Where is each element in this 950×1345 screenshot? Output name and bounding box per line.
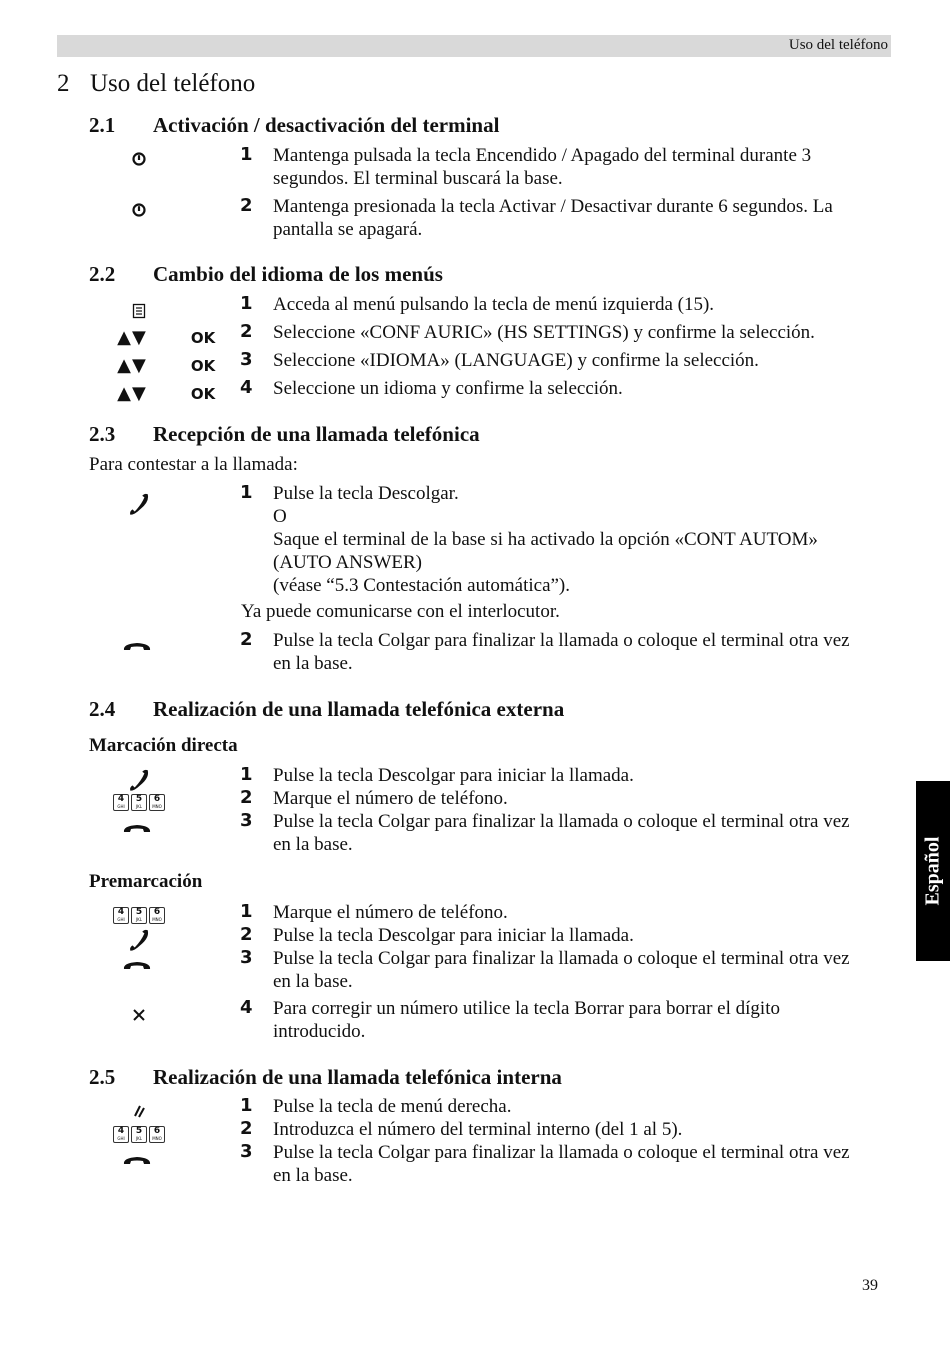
step-text: en la base. bbox=[273, 1165, 353, 1186]
step-number: 4 bbox=[240, 377, 253, 398]
step-item bbox=[240, 1141, 890, 1187]
on-hook-key-icon bbox=[122, 1153, 152, 1167]
step-text: Marque el número de teléfono. bbox=[273, 788, 508, 809]
step-number: 2 bbox=[240, 924, 253, 945]
step-number: 3 bbox=[240, 810, 253, 831]
step-number: 2 bbox=[240, 629, 253, 650]
page-number: 39 bbox=[862, 1277, 878, 1294]
step-text: Introduzca el número del terminal interno (del 1 al 5). bbox=[273, 1119, 683, 1140]
running-header bbox=[57, 35, 891, 57]
step-text: Pulse la tecla Colgar para finalizar la llamada o coloque el terminal otra vez bbox=[273, 811, 850, 832]
section-number: 2.1 bbox=[89, 113, 116, 137]
step-item bbox=[240, 377, 890, 400]
section-title: Cambio del idioma de los menús bbox=[153, 262, 443, 286]
section-title: Realización de una llamada telefónica interna bbox=[153, 1065, 562, 1089]
off-hook-key-icon bbox=[126, 928, 152, 954]
section-number: 2.4 bbox=[89, 697, 116, 721]
subsection-title: Marcación directa bbox=[89, 735, 238, 756]
power-key-icon bbox=[131, 151, 147, 167]
step-item bbox=[240, 997, 890, 1043]
step-number: 2 bbox=[240, 1118, 253, 1139]
note-text: Ya puede comunicarse con el interlocutor. bbox=[241, 601, 560, 622]
ok-key-icon: OK bbox=[190, 385, 216, 403]
language-tab bbox=[916, 781, 950, 961]
step-number: 1 bbox=[240, 901, 253, 922]
navigation-arrows-icon: ▲▼ bbox=[117, 354, 147, 376]
step-text: Pulse la tecla Descolgar. bbox=[273, 483, 459, 504]
step-number: 3 bbox=[240, 1141, 253, 1162]
step-text: (AUTO ANSWER) bbox=[273, 552, 423, 573]
step-item bbox=[240, 810, 890, 856]
navigation-arrows-icon: ▲▼ bbox=[117, 382, 147, 404]
step-item bbox=[240, 924, 890, 947]
power-key-icon bbox=[131, 202, 147, 218]
step-text: introducido. bbox=[273, 1021, 366, 1042]
section-title: Realización de una llamada telefónica externa bbox=[153, 697, 565, 721]
step-number: 1 bbox=[240, 293, 253, 314]
on-hook-key-icon bbox=[122, 639, 152, 653]
step-number: 2 bbox=[240, 321, 253, 342]
step-text: Pulse la tecla Descolgar para iniciar la llamada. bbox=[273, 925, 634, 946]
step-number: 1 bbox=[240, 1095, 253, 1116]
step-text: Pulse la tecla Colgar para finalizar la llamada o coloque el terminal otra vez bbox=[273, 630, 850, 651]
step-text: Acceda al menú pulsando la tecla de menú izquierda (15). bbox=[273, 294, 715, 315]
step-text: Pulse la tecla de menú derecha. bbox=[273, 1096, 512, 1117]
off-hook-key-icon bbox=[126, 492, 152, 518]
step-number: 2 bbox=[240, 787, 253, 808]
section-number: 2.2 bbox=[89, 262, 116, 286]
step-item bbox=[240, 901, 890, 924]
step-number: 4 bbox=[240, 997, 253, 1018]
step-number: 1 bbox=[240, 764, 253, 785]
step-item bbox=[240, 787, 890, 810]
section-number: 2.3 bbox=[89, 422, 116, 446]
step-item bbox=[240, 764, 890, 787]
step-text: Para corregir un número utilice la tecla Borrar para borrar el dígito bbox=[273, 998, 780, 1019]
chapter-title: Uso del teléfono bbox=[90, 70, 256, 97]
step-text: en la base. bbox=[273, 971, 353, 992]
step-text: Pulse la tecla Descolgar para iniciar la llamada. bbox=[273, 765, 634, 786]
language-tab-label: Español bbox=[921, 836, 944, 906]
step-text: pantalla se apagará. bbox=[273, 219, 423, 240]
step-item bbox=[240, 629, 890, 675]
on-hook-key-icon bbox=[122, 821, 152, 835]
section-number: 2.5 bbox=[89, 1065, 116, 1089]
step-number: 3 bbox=[240, 947, 253, 968]
keypad-icon: 4 GHI 5 JKL 6 MNO bbox=[113, 1126, 165, 1143]
step-item bbox=[240, 1095, 890, 1118]
step-number: 2 bbox=[240, 195, 253, 216]
step-text: Mantenga pulsada la tecla Encendido / Apagado del terminal durante 3 bbox=[273, 145, 812, 166]
step-text: (véase “5.3 Contestación automática”). bbox=[273, 575, 571, 596]
step-item bbox=[240, 482, 890, 597]
step-text: Seleccione un idioma y confirme la selección. bbox=[273, 378, 623, 399]
step-item bbox=[240, 293, 890, 316]
ok-key-icon: OK bbox=[190, 329, 216, 347]
menu-key-icon bbox=[132, 303, 146, 319]
step-item bbox=[240, 947, 890, 993]
keypad-icon: 4 GHI 5 JKL 6 MNO bbox=[113, 907, 165, 924]
step-number: 1 bbox=[240, 482, 253, 503]
step-item bbox=[240, 1118, 890, 1141]
step-text: Mantenga presionada la tecla Activar / Desactivar durante 6 segundos. La bbox=[273, 196, 833, 217]
keypad-icon: 4 GHI 5 JKL 6 MNO bbox=[113, 794, 165, 811]
subsection-title: Premarcación bbox=[89, 871, 203, 892]
ok-key-icon: OK bbox=[190, 357, 216, 375]
intercom-key-icon bbox=[132, 1103, 146, 1119]
intro-text: Para contestar a la llamada: bbox=[89, 454, 298, 475]
step-text: O bbox=[273, 506, 287, 527]
step-item bbox=[240, 144, 890, 190]
off-hook-key-icon bbox=[126, 768, 152, 794]
step-number: 1 bbox=[240, 144, 253, 165]
running-header-title: Uso del teléfono bbox=[788, 37, 888, 53]
step-text: Seleccione «CONF AURIC» (HS SETTINGS) y confirme la selección. bbox=[273, 322, 815, 343]
step-text: en la base. bbox=[273, 834, 353, 855]
section-title: Activación / desactivación del terminal bbox=[153, 113, 500, 137]
step-item bbox=[240, 349, 890, 372]
step-item bbox=[240, 195, 890, 241]
step-text: Pulse la tecla Colgar para finalizar la llamada o coloque el terminal otra vez bbox=[273, 948, 850, 969]
step-text: Marque el número de teléfono. bbox=[273, 902, 508, 923]
step-text: en la base. bbox=[273, 653, 353, 674]
step-text: segundos. El terminal buscará la base. bbox=[273, 168, 563, 189]
step-text: Pulse la tecla Colgar para finalizar la llamada o coloque el terminal otra vez bbox=[273, 1142, 850, 1163]
section-title: Recepción de una llamada telefónica bbox=[153, 422, 480, 446]
step-number: 3 bbox=[240, 349, 253, 370]
step-item bbox=[240, 321, 890, 344]
navigation-arrows-icon: ▲▼ bbox=[117, 326, 147, 348]
step-text: Seleccione «IDIOMA» (LANGUAGE) y confirme la selección. bbox=[273, 350, 759, 371]
clear-key-icon bbox=[132, 1008, 146, 1022]
chapter-number: 2 bbox=[57, 70, 70, 97]
on-hook-key-icon bbox=[122, 958, 152, 972]
step-text: Saque el terminal de la base si ha activado la opción «CONT AUTOM» bbox=[273, 529, 818, 550]
